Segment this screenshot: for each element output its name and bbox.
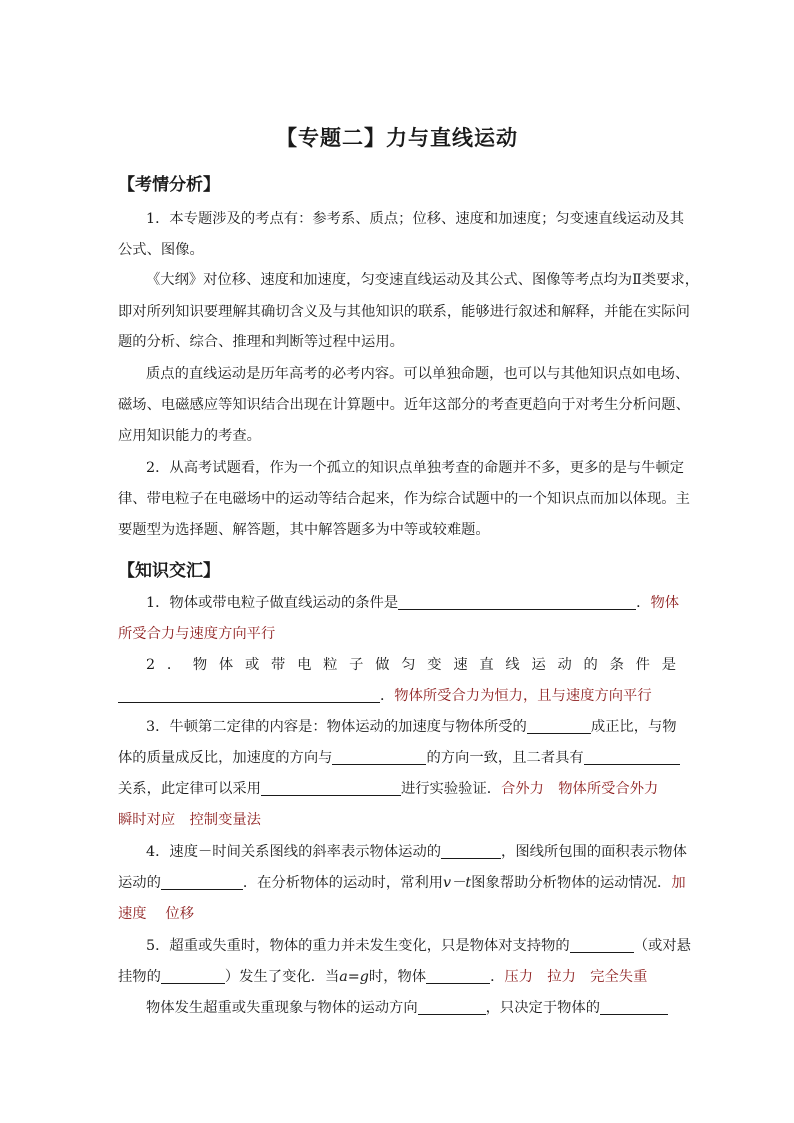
answer-blank[interactable] <box>398 594 636 610</box>
answer-blank[interactable] <box>418 999 486 1015</box>
question-text: 成正比，与物 <box>590 719 677 735</box>
answer-text: 速度 位移 <box>118 906 195 922</box>
answer-blank[interactable] <box>584 749 680 765</box>
paragraph-line: 公式、图像。 <box>118 242 204 258</box>
question-2-answer-line: ．物体所受合力为恒力，且与速度方向平行 <box>118 686 676 706</box>
paragraph-line: 《大纲》对位移、速度和加速度，匀变速直线运动及其公式、图像等考点均为Ⅱ类要求， <box>146 272 699 288</box>
page-title: 【专题二】力与直线运动 <box>276 126 518 150</box>
section-heading-knowledge: 【知识交汇】 <box>118 561 220 581</box>
paragraph-line: 磁场、电磁感应等知识结合出现在计算题中。近年这部分的考查更趋向于对考生分析问题、 <box>118 397 690 413</box>
question-text: 时，物体 <box>368 969 427 985</box>
question-text: 的方向一致，且二者具有 <box>426 750 584 766</box>
question-text: 4．速度－时间关系图线的斜率表示物体运动的 <box>146 844 442 860</box>
paragraph-line: 质点的直线运动是历年高考的必考内容。可以单独命题，也可以与其他知识点如电场、 <box>146 366 690 382</box>
paragraph-line: 应用知识能力的考查。 <box>118 428 261 444</box>
answer-text: 压力 拉力 完全失重 <box>504 969 648 985</box>
question-text: 关系，此定律可以采用 <box>118 781 261 797</box>
question-4 <box>146 842 687 862</box>
answer-text: 所受合力与速度方向平行 <box>118 626 276 642</box>
question-text: ）发生了变化．当 <box>224 969 340 985</box>
question-3-cont <box>118 748 676 768</box>
math-symbol: v－t <box>443 875 472 891</box>
answer-text: 合外力 物体所受合外力 <box>501 781 659 797</box>
answer-text: 瞬时对应 控制变量法 <box>118 812 261 828</box>
paragraph-line: 即对所列知识要理解其确切含义及与其他知识的联系，能够进行叙述和解释，并能在实际问 <box>118 304 690 320</box>
question-text: （或对悬 <box>633 938 691 954</box>
question-3 <box>146 717 676 737</box>
question-text: ．在分析物体的运动时，常利用 <box>242 875 444 891</box>
paragraph-line: 2．从高考试题看，作为一个孤立的知识点单独考查的命题并不多，更多的是与牛顿定 <box>146 460 685 476</box>
answer-text: 加 <box>671 875 686 891</box>
answer-text: 物体 <box>650 595 680 611</box>
question-text: 挂物的 <box>118 969 161 985</box>
question-text: ，图线所包围的面积表示物体 <box>501 844 687 860</box>
question-4-cont <box>118 873 686 893</box>
question-5-cont <box>118 967 676 987</box>
answer-blank[interactable] <box>570 937 634 953</box>
question-1: 1．物体或带电粒子做直线运动的条件是 ．物体 <box>146 595 680 611</box>
math-symbol: a=g <box>339 969 369 985</box>
answer-blank[interactable] <box>161 874 243 890</box>
question-text: 运动的 <box>118 875 161 891</box>
question-2: 2．物体或带电粒子做匀变速直线运动的条件是 <box>146 657 676 673</box>
question-text: ，只决定于物体的 <box>485 1000 601 1016</box>
question-text: 进行实验验证． <box>400 781 502 797</box>
answer-blank[interactable] <box>261 780 401 796</box>
answer-blank[interactable] <box>441 843 501 859</box>
answer-blank[interactable] <box>161 968 225 984</box>
question-text: 图象帮助分析物体的运动情况． <box>471 875 672 891</box>
answer-blank[interactable] <box>527 718 591 734</box>
answer-text: 物体所受合力为恒力，且与速度方向平行 <box>394 688 652 704</box>
question-text: ． <box>490 969 505 985</box>
answer-blank[interactable] <box>332 749 426 765</box>
question-5 <box>146 936 691 956</box>
paragraph-line: 1．本专题涉及的考点有：参考系、质点；位移、速度和加速度；匀变速直线运动及其 <box>146 211 685 227</box>
paragraph-line: 题的分析、综合、推理和判断等过程中运用。 <box>118 334 404 350</box>
answer-blank[interactable] <box>426 968 490 984</box>
question-6 <box>146 998 676 1018</box>
question-text: 5．超重或失重时，物体的重力并未发生变化，只是物体对支持物的 <box>146 938 570 954</box>
question-text: 物体发生超重或失重现象与物体的运动方向 <box>146 1000 418 1016</box>
answer-blank[interactable] <box>600 999 668 1015</box>
question-text: 3．牛顿第二定律的内容是：物体运动的加速度与物体所受的 <box>146 719 527 735</box>
paragraph-line: 律、带电粒子在电磁场中的运动等结合起来，作为综合试题中的一个知识点而加以体现。主 <box>118 491 690 507</box>
section-heading-analysis: 【考情分析】 <box>118 175 220 195</box>
paragraph-line: 要题型为选择题、解答题，其中解答题多为中等或较难题。 <box>118 522 490 538</box>
question-text: 体的质量成反比，加速度的方向与 <box>118 750 333 766</box>
question-3-cont <box>118 779 676 799</box>
question-text: 1．物体或带电粒子做直线运动的条件是 <box>146 595 399 611</box>
answer-blank[interactable] <box>118 687 380 703</box>
